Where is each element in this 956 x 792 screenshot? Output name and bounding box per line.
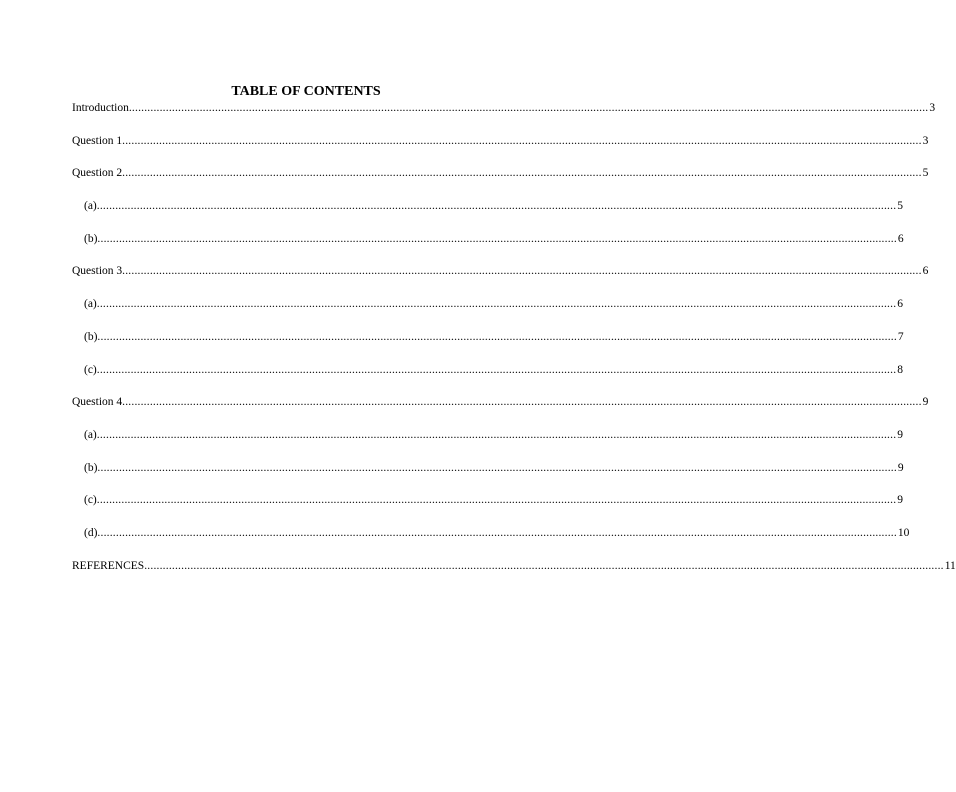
toc-title: TABLE OF CONTENTS (231, 84, 381, 99)
toc-entry-page-number: 3 (922, 134, 929, 147)
toc-entry-text: (b) (84, 232, 98, 245)
toc-entry-page-number: 9 (922, 396, 929, 409)
toc-entry-page-number: 7 (897, 330, 904, 343)
toc-entry[interactable] (72, 395, 929, 428)
toc-entry-text: (c) (84, 363, 97, 376)
toc-entry[interactable] (72, 363, 904, 396)
toc-entry-line (72, 395, 929, 409)
toc-dot-leader: .................................................................................................................................................................................................................................................................... (122, 134, 922, 147)
toc-dot-leader: .................................................................................................................................................................................................................................................................... (97, 232, 897, 245)
toc-dot-leader: .................................................................................................................................................................................................................................................................... (96, 298, 897, 311)
toc-entry-page-number: 6 (897, 232, 904, 245)
toc-entry[interactable] (72, 101, 936, 134)
toc-entry-page-number: 5 (922, 167, 929, 180)
toc-entry-text: (a) (84, 200, 97, 213)
toc-entry[interactable] (72, 232, 904, 265)
toc-entry-page-number: 9 (897, 428, 904, 441)
toc-entry-page-number: 11 (944, 559, 956, 572)
toc-entry-page-number: 6 (922, 265, 929, 278)
toc-entry-line (72, 461, 904, 475)
toc-entry[interactable] (72, 559, 956, 592)
toc-entry[interactable] (72, 297, 904, 330)
toc-dot-leader: .................................................................................................................................................................................................................................................................... (96, 200, 897, 213)
toc-entry-text: (d) (84, 526, 98, 539)
toc-dot-leader: .................................................................................................................................................................................................................................................................... (122, 167, 922, 180)
toc-entry-line (72, 134, 929, 148)
toc-entry-line (72, 559, 956, 573)
toc-entry-page-number: 5 (897, 200, 904, 213)
toc-entry-page-number: 9 (897, 461, 904, 474)
toc-entry[interactable] (72, 428, 904, 461)
toc-entry-line (72, 363, 904, 377)
toc-entry-text: (a) (84, 428, 97, 441)
toc-entry-text: Question 1 (72, 134, 123, 147)
toc-dot-leader: .................................................................................................................................................................................................................................................................... (96, 494, 897, 507)
toc-dot-leader: .................................................................................................................................................................................................................................................................... (97, 330, 897, 343)
toc-dot-leader: .................................................................................................................................................................................................................................................................... (122, 265, 922, 278)
toc-entry-page-number: 6 (897, 298, 904, 311)
toc-entry-line (72, 166, 929, 180)
toc-dot-leader: .................................................................................................................................................................................................................................................................... (97, 526, 897, 539)
toc-dot-leader: .................................................................................................................................................................................................................................................................... (96, 428, 897, 441)
toc-entry-line (72, 199, 904, 213)
toc-entry-line (72, 101, 936, 115)
toc-entry-page-number: 10 (897, 526, 910, 539)
toc-entry-text: Question 3 (72, 265, 123, 278)
toc-entry-line (72, 232, 904, 246)
toc-entry-line (72, 297, 904, 311)
toc-entry-text: (b) (84, 330, 98, 343)
toc-entry[interactable] (72, 330, 904, 363)
toc-entry-line (72, 493, 904, 507)
toc-dot-leader: .................................................................................................................................................................................................................................................................... (96, 363, 897, 376)
toc-dot-leader: .................................................................................................................................................................................................................................................................... (97, 461, 897, 474)
toc-entry[interactable] (72, 166, 929, 199)
toc-entry[interactable] (72, 461, 904, 494)
toc-dot-leader: .................................................................................................................................................................................................................................................................... (128, 102, 929, 114)
toc-entry-text: Question 2 (72, 167, 123, 180)
toc-entry[interactable] (72, 526, 910, 559)
toc-entry-page-number: 9 (897, 494, 904, 507)
toc-dot-leader: .................................................................................................................................................................................................................................................................... (122, 396, 922, 409)
toc-entry-page-number: 8 (897, 363, 904, 376)
toc-entry-text: REFERENCES (72, 559, 145, 572)
toc-entry-text: (b) (84, 461, 98, 474)
toc-entry-text: (c) (84, 494, 97, 507)
toc-entry[interactable] (72, 264, 929, 297)
toc-entry[interactable] (72, 493, 904, 526)
toc-entry-line (72, 330, 904, 344)
toc-entry-line (72, 526, 910, 540)
toc-entry-text: Question 4 (72, 396, 123, 409)
toc-entry[interactable] (72, 134, 929, 167)
toc-entry[interactable] (72, 199, 904, 232)
toc-entry-line (72, 264, 929, 278)
toc-entry-text: Introduction (72, 102, 129, 114)
toc-entry-line (72, 428, 904, 442)
toc-list (72, 101, 956, 591)
toc-dot-leader: .................................................................................................................................................................................................................................................................... (144, 559, 944, 572)
toc-entry-text: (a) (84, 298, 97, 311)
toc-entry-page-number: 3 (929, 102, 936, 114)
